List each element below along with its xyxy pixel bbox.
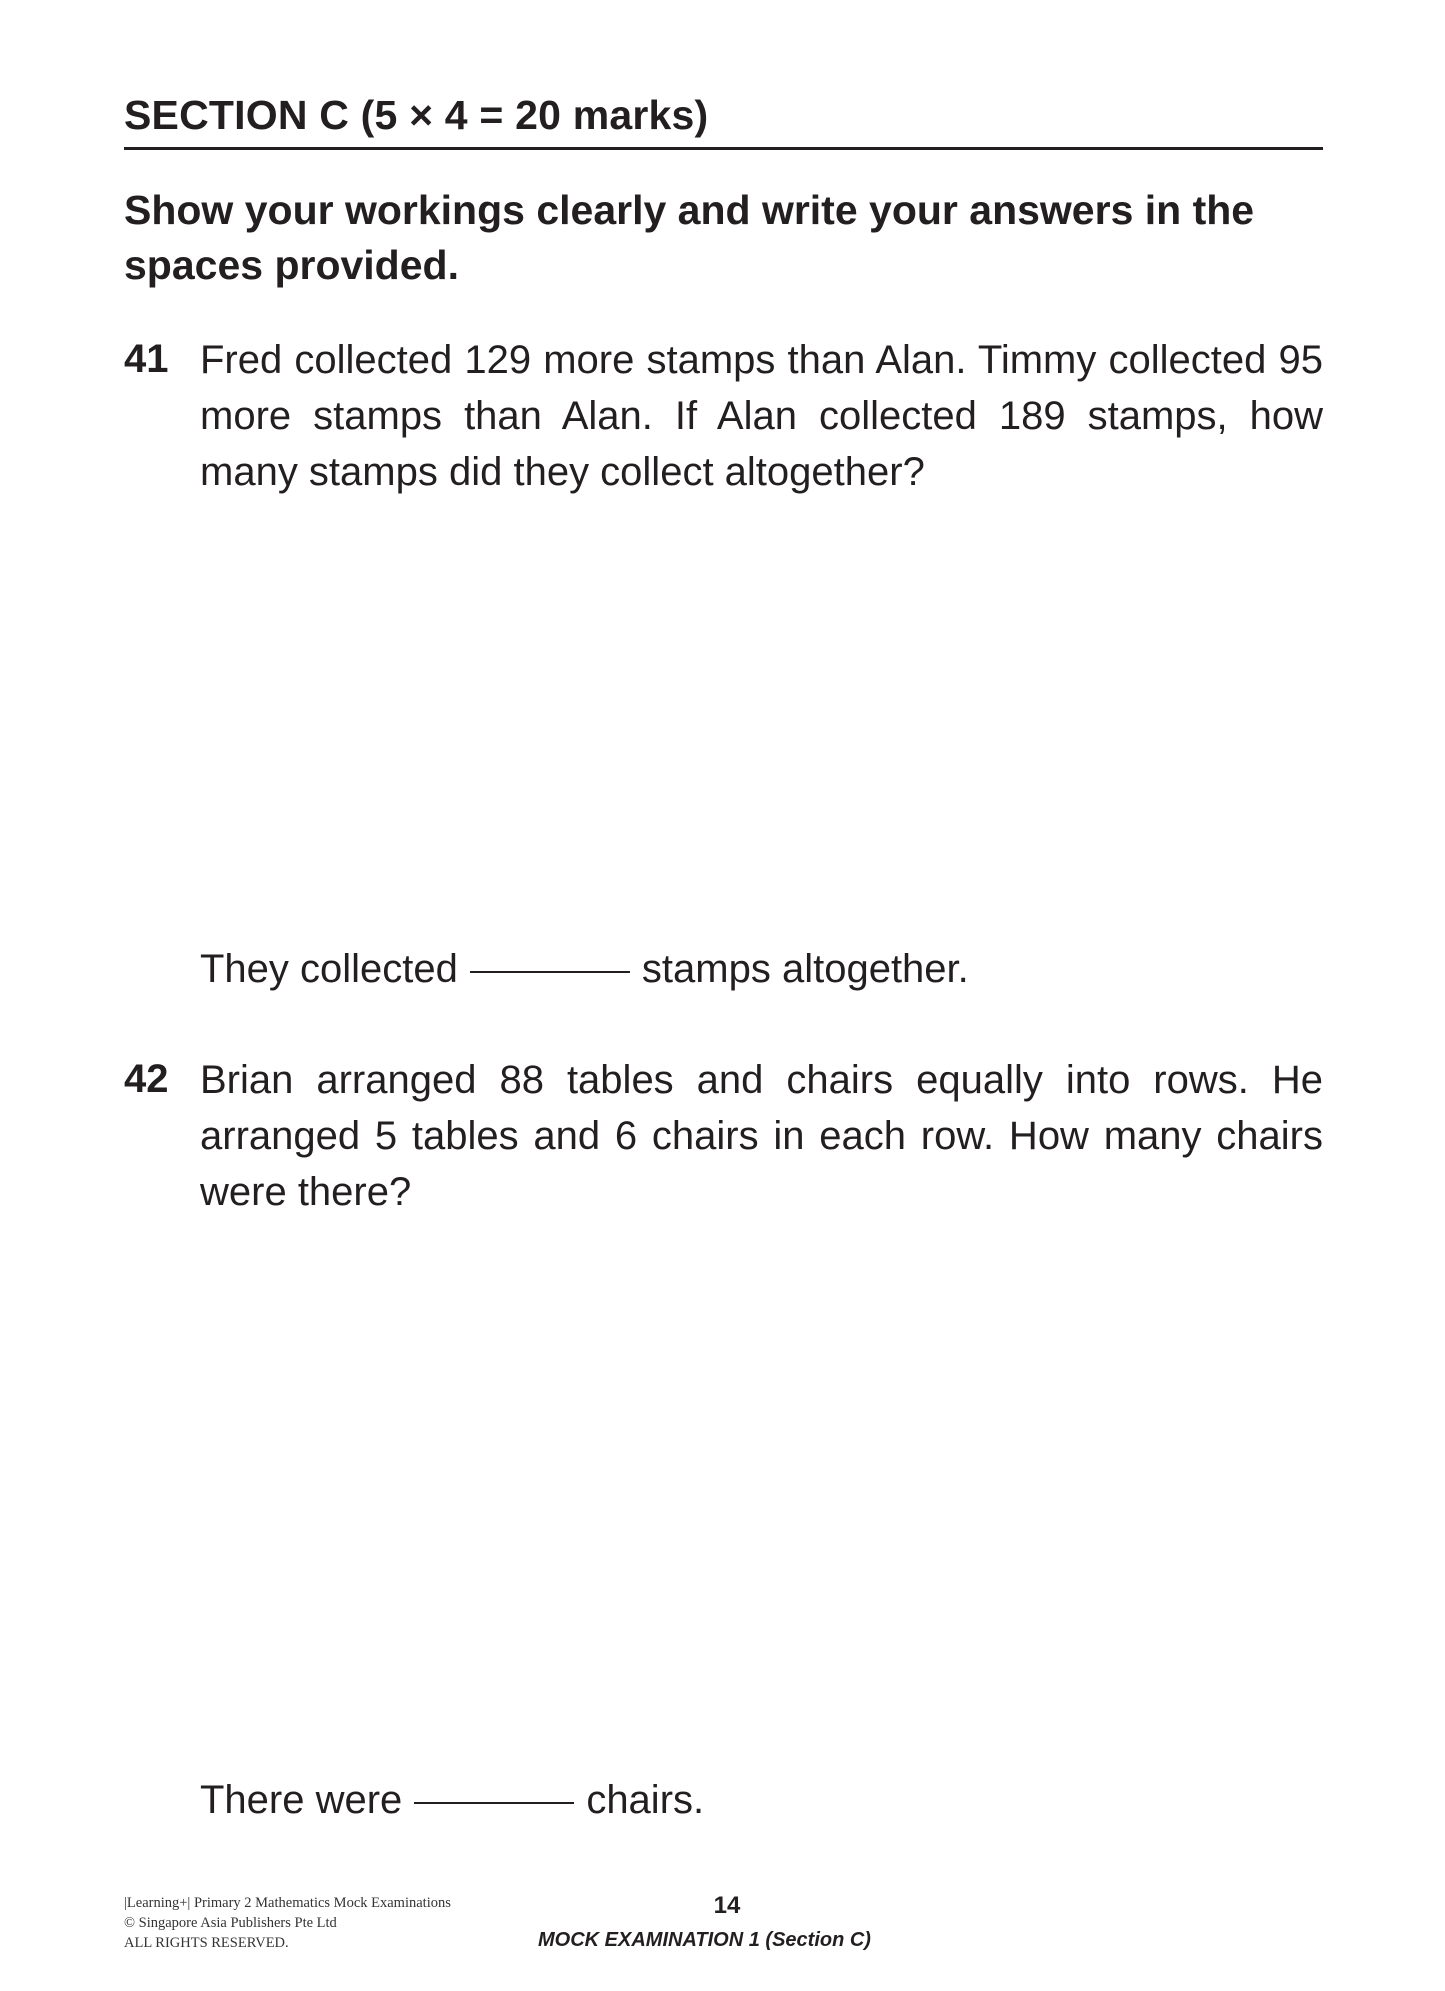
question-42-answer: [200, 1773, 704, 1828]
instructions: Show your workings clearly and write your answers in the spaces provided.: [124, 187, 1255, 288]
question-42-answer-prefix: There were: [200, 1778, 403, 1822]
question-41-answer-suffix: stamps altogether.: [641, 947, 969, 991]
section-rule: [124, 147, 1323, 150]
question-41-answer-blank[interactable]: [470, 971, 630, 973]
footer-publisher-info: [124, 1893, 451, 1953]
question-42-text: Brian arranged 88 tables and chairs equally into rows. He arranged 5 tables and 6 chairs in each row. How many chairs were there?: [200, 1058, 1323, 1214]
question-41-answer: [200, 942, 969, 997]
question-42-answer-suffix: chairs.: [586, 1778, 705, 1822]
footer-publication: |Learning+| Primary 2 Mathematics Mock Examinations: [124, 1895, 451, 1911]
footer-copyright: © Singapore Asia Publishers Pte Ltd: [124, 1915, 337, 1931]
question-41-text: Fred collected 129 more stamps than Alan. Timmy collected 95 more stamps than Alan. If Alan collected 189 stamps, how many stamps did they collect altogether?: [200, 338, 1323, 494]
question-42-answer-blank[interactable]: [414, 1802, 574, 1804]
question-41-number: 41: [124, 337, 169, 381]
question-41-answer-prefix: They collected: [200, 947, 458, 991]
footer-rights: ALL RIGHTS RESERVED.: [124, 1935, 289, 1951]
section-title: SECTION C (5 × 4 = 20 marks): [124, 92, 709, 138]
page-number: 14: [713, 1892, 741, 1919]
question-42-number: 42: [124, 1057, 169, 1101]
exam-label: MOCK EXAMINATION 1 (Section C): [538, 1929, 871, 1951]
